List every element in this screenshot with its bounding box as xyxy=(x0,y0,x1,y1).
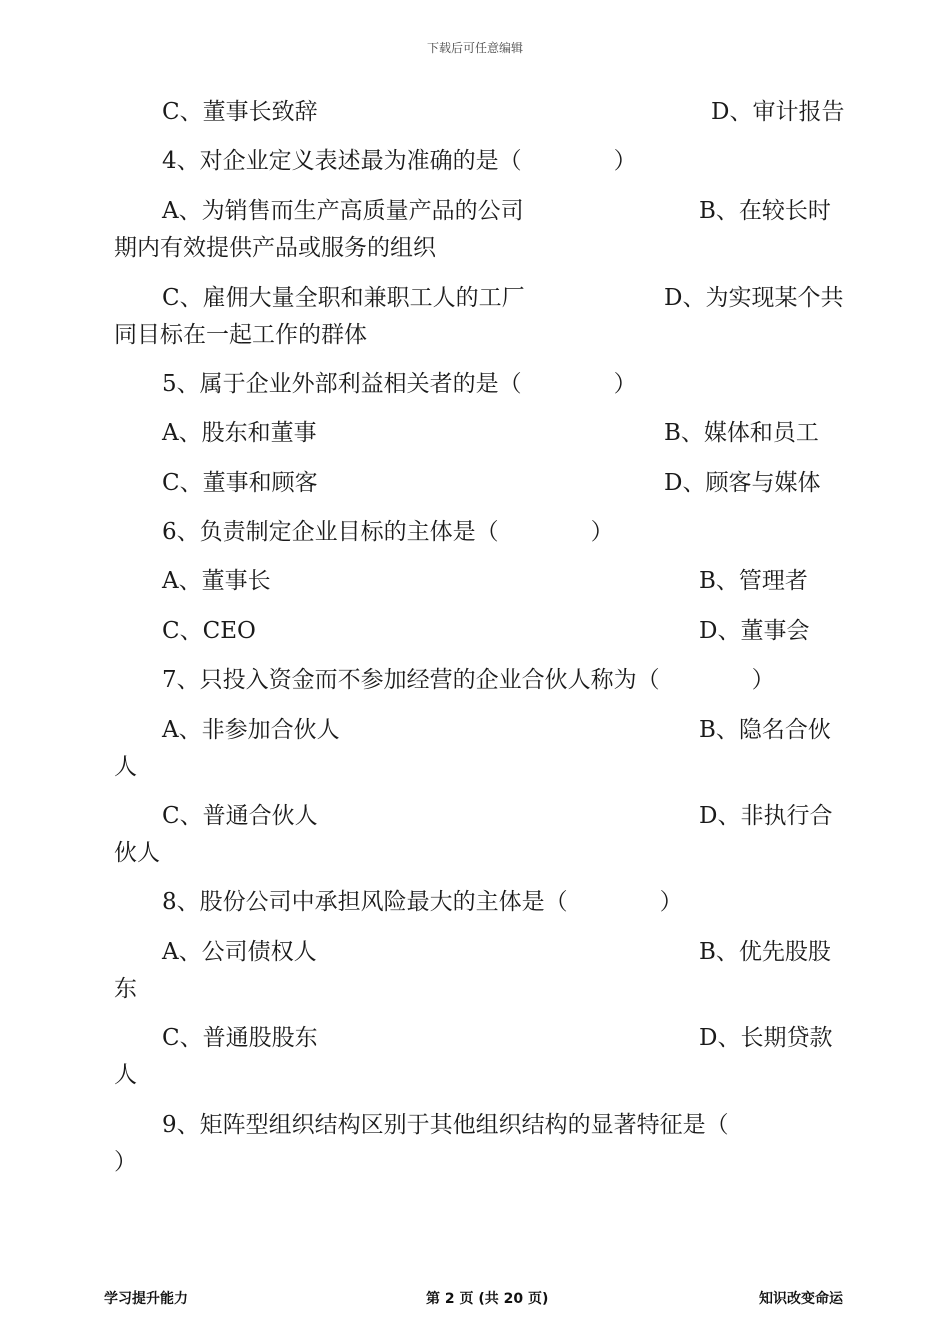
q7-option-c: C、普通合伙人 xyxy=(162,803,318,829)
q5-option-b: B、媒体和员工 xyxy=(664,420,819,446)
q3-option-d: D、审计报告 xyxy=(711,99,845,125)
q8-stem: 8、股份公司中承担风险最大的主体是（ ） xyxy=(162,889,683,915)
q7-stem: 7、只投入资金而不参加经营的企业合伙人称为（ ） xyxy=(162,667,775,693)
q9-stem-continued: ） xyxy=(114,1149,137,1175)
q4-option-d-start: D、为实现某个共 xyxy=(664,285,844,311)
footer-left-slogan: 学习提升能力 xyxy=(104,1291,188,1307)
q7-option-b-start: B、隐名合伙 xyxy=(699,717,831,743)
q6-option-b: B、管理者 xyxy=(699,568,808,594)
q6-option-a: A、董事长 xyxy=(162,568,271,594)
q8-option-c: C、普通股股东 xyxy=(162,1025,318,1051)
q7-option-b-continued: 人 xyxy=(114,754,137,780)
q6-stem: 6、负责制定企业目标的主体是（ ） xyxy=(162,519,614,545)
page-header: 下载后可任意编辑 xyxy=(426,41,523,55)
q7-option-a: A、非参加合伙人 xyxy=(162,717,340,743)
q4-stem: 4、对企业定义表述最为准确的是（ ） xyxy=(162,148,637,174)
q4-option-d-continued: 同目标在一起工作的群体 xyxy=(114,322,367,348)
q7-option-d-start: D、非执行合 xyxy=(699,803,833,829)
q4-option-b-continued: 期内有效提供产品或服务的组织 xyxy=(114,235,436,261)
footer-page-number: 第 2 页 (共 20 页) xyxy=(426,1291,549,1307)
q4-option-c: C、雇佣大量全职和兼职工人的工厂 xyxy=(162,285,525,311)
q5-option-a: A、股东和董事 xyxy=(162,420,317,446)
q6-option-d: D、董事会 xyxy=(699,618,810,644)
q4-option-a: A、为销售而生产高质量产品的公司 xyxy=(162,198,524,224)
q5-option-c: C、董事和顾客 xyxy=(162,470,318,496)
q8-option-d-continued: 人 xyxy=(114,1062,137,1088)
q7-option-d-continued: 伙人 xyxy=(114,840,160,866)
q5-option-d: D、顾客与媒体 xyxy=(664,470,821,496)
footer-right-slogan: 知识改变命运 xyxy=(759,1291,843,1307)
q5-stem: 5、属于企业外部利益相关者的是（ ） xyxy=(162,371,637,397)
q9-stem: 9、矩阵型组织结构区别于其他组织结构的显著特征是（ xyxy=(162,1112,729,1138)
q8-option-b-start: B、优先股股 xyxy=(699,939,831,965)
q6-option-c: C、CEO xyxy=(162,618,256,644)
q8-option-d-start: D、长期贷款 xyxy=(699,1025,833,1051)
q4-option-b-start: B、在较长时 xyxy=(699,198,831,224)
q3-option-c: C、董事长致辞 xyxy=(162,99,318,125)
q8-option-b-continued: 东 xyxy=(114,976,137,1002)
q8-option-a: A、公司债权人 xyxy=(162,939,317,965)
